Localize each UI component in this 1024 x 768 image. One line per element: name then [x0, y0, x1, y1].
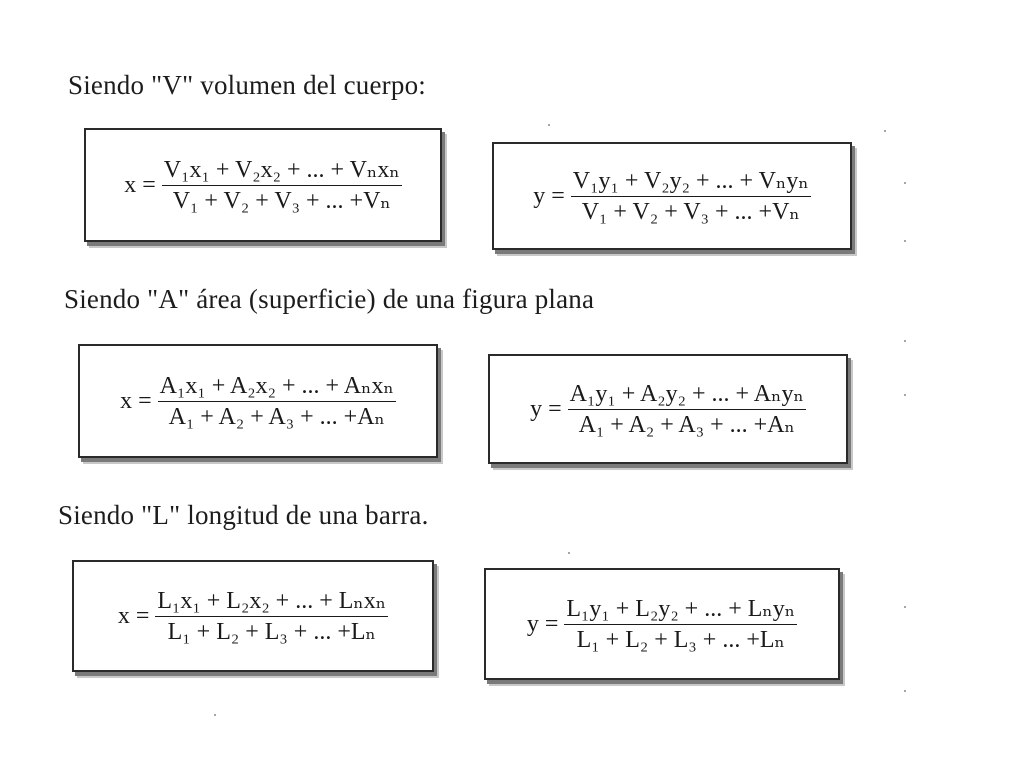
fraction [571, 166, 811, 227]
scan-speck [568, 552, 570, 554]
formula-lhs: x = [124, 171, 156, 198]
formula-box-area-x [78, 344, 438, 458]
formula-box-length-y [484, 568, 840, 680]
fraction [158, 371, 396, 432]
scan-speck [214, 714, 216, 716]
fraction [155, 586, 388, 647]
denominator: A₁ + A₂ + A₃ + ... +Aₙ [168, 403, 385, 430]
formula-lhs: y = [533, 182, 565, 209]
denominator: V₁ + V₂ + V₃ + ... +Vₙ [581, 198, 800, 225]
formula-box-volume-y [492, 142, 852, 250]
scan-speck [904, 182, 906, 184]
scan-speck [548, 124, 550, 126]
formula-lhs: y = [526, 610, 559, 637]
heading-length: Siendo "L" longitud de una barra. [58, 500, 429, 530]
heading-area: Siendo "A" área (superficie) de una figura plana [64, 284, 595, 314]
scan-speck [904, 340, 906, 342]
fraction [568, 379, 806, 440]
scan-speck [904, 240, 906, 242]
denominator: V₁ + V₂ + V₃ + ... +Vₙ [172, 187, 391, 214]
numerator: L₁y₁ + L₂y₂ + ... + Lₙyₙ [566, 595, 796, 622]
fraction [162, 155, 402, 216]
formula-lhs: x = [117, 602, 150, 629]
formula-box-area-y [488, 354, 848, 464]
scan-speck [904, 606, 906, 608]
formula-lhs: y = [530, 395, 562, 422]
formula-area-y [530, 379, 806, 440]
denominator: L₁ + L₂ + L₃ + ... +Lₙ [576, 626, 785, 653]
numerator: V₁x₁ + V₂x₂ + ... + Vₙxₙ [163, 156, 400, 183]
heading-volume: Siendo "V" volumen del cuerpo: [68, 70, 426, 100]
formula-area-x [120, 371, 396, 432]
fraction [564, 594, 797, 655]
denominator: A₁ + A₂ + A₃ + ... +Aₙ [578, 411, 795, 438]
formula-lhs: x = [120, 387, 152, 414]
denominator: L₁ + L₂ + L₃ + ... +Lₙ [167, 618, 376, 645]
scan-speck [904, 690, 906, 692]
numerator: A₁y₁ + A₂y₂ + ... + Aₙyₙ [569, 380, 804, 407]
numerator: L₁x₁ + L₂x₂ + ... + Lₙxₙ [157, 587, 387, 614]
formula-volume-x [124, 155, 402, 216]
formula-box-volume-x [84, 128, 442, 242]
scan-speck [884, 130, 886, 132]
formula-length-x [118, 586, 388, 647]
numerator: A₁x₁ + A₂x₂ + ... + Aₙxₙ [159, 372, 394, 399]
scan-speck [904, 394, 906, 396]
formula-box-length-x [72, 560, 434, 672]
formula-length-y [527, 594, 797, 655]
formula-volume-y [533, 166, 811, 227]
numerator: V₁y₁ + V₂y₂ + ... + Vₙyₙ [572, 167, 809, 194]
